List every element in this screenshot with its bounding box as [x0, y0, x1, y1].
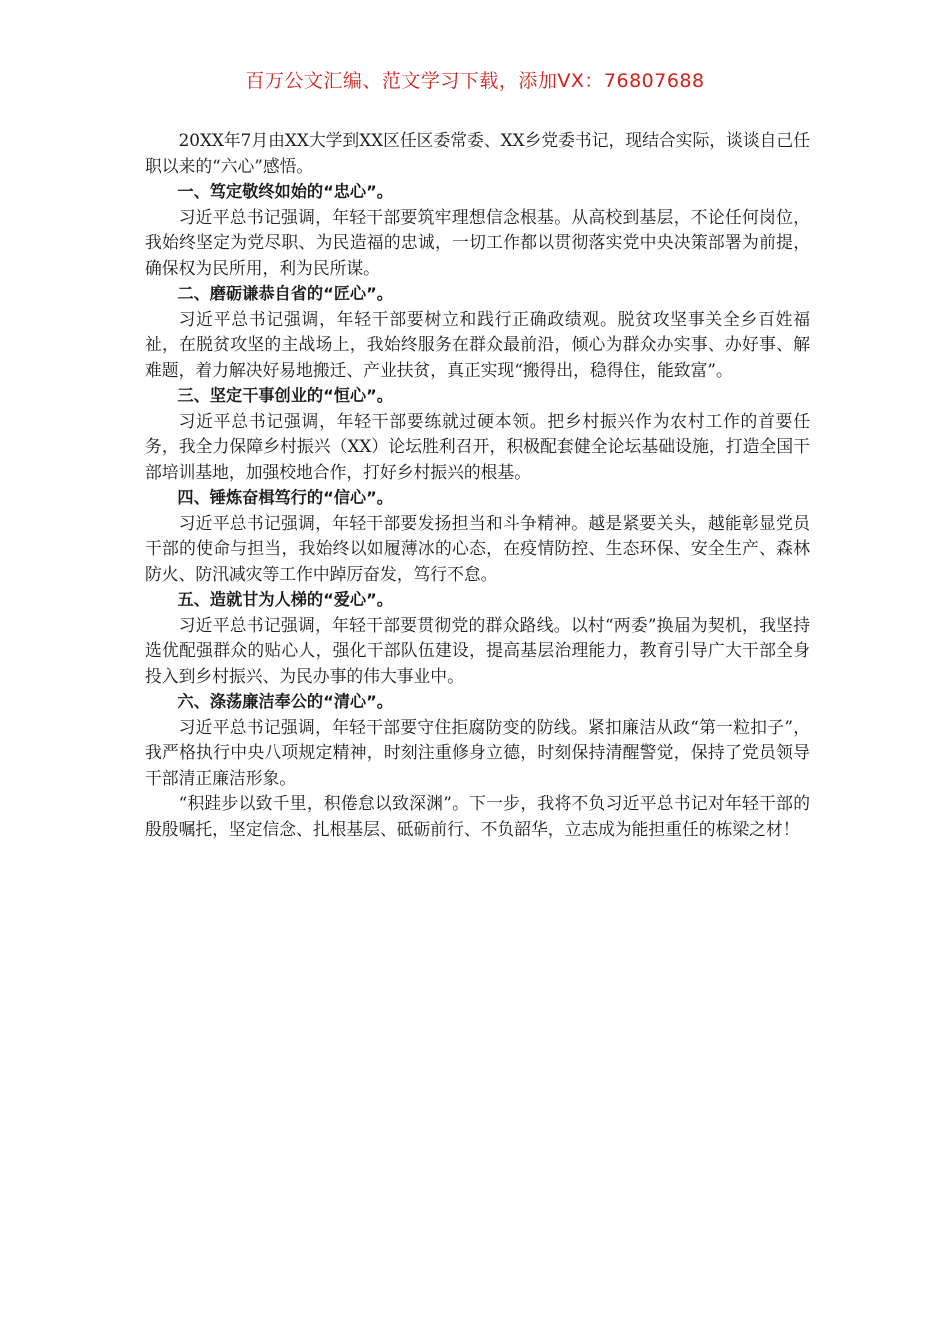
- header-banner: 百万公文汇编、范文学习下载，添加VX：76807688: [245, 70, 705, 92]
- section-body: 习近平总书记强调，年轻干部要筑牢理想信念根基。从高校到基层，不论任何岗位，我始终坚定为党尽职、为民造福的忠诚，一切工作都以贯彻落实党中央决策部署为前提，确保权为民所用，利为民所谋。: [145, 206, 810, 278]
- section-body: 习近平总书记强调，年轻干部要贯彻党的群众路线。以村“两委”换届为契机，我坚持选优配强群众的贴心人，强化干部队伍建设，提高基层治理能力，教育引导广大干部全身投入到乡村振兴、为民办事的伟大事业中。: [145, 614, 810, 686]
- document-body: [145, 128, 810, 842]
- section-heading: 六、涤荡廉洁奉公的“清心”。: [177, 692, 393, 711]
- intro-paragraph: 20XX年7月由XX大学到XX区任区委常委、XX乡党委书记，现结合实际，谈谈自己任职以来的“六心”感悟。: [145, 130, 810, 176]
- closing-paragraph: “积跬步以致千里，积倦怠以致深渊”。下一步，我将不负习近平总书记对年轻干部的殷殷嘱托，坚定信念、扎根基层、砥砺前行、不负韶华，立志成为能担重任的栋梁之材！: [145, 793, 810, 839]
- section-heading: 一、笃定敬终如始的“忠心”。: [177, 182, 393, 201]
- section-heading: 四、锤炼奋楫笃行的“信心”。: [177, 488, 393, 507]
- section-body: 习近平总书记强调，年轻干部要守住拒腐防变的防线。紧扣廉洁从政“第一粒扣子”，我严格执行中央八项规定精神，时刻注重修身立德，时刻保持清醒警觉，保持了党员领导干部清正廉洁形象。: [145, 716, 810, 788]
- section-body: 习近平总书记强调，年轻干部要树立和践行正确政绩观。脱贫攻坚事关全乡百姓福祉，在脱贫攻坚的主战场上，我始终服务在群众最前沿，倾心为群众办实事、办好事、解难题，着力解决好易地搬迁、产业扶贫，真正实现“搬得出，稳得住，能致富”。: [145, 308, 810, 380]
- section-heading: 二、磨砺谦恭自省的“匠心”。: [177, 284, 393, 303]
- section-heading: 三、坚定干事创业的“恒心”。: [177, 386, 393, 405]
- section-body: 习近平总书记强调，年轻干部要发扬担当和斗争精神。越是紧要关头，越能彰显党员干部的使命与担当，我始终以如履薄冰的心态，在疫情防控、生态环保、安全生产、森林防火、防汛减灾等工作中踔厉奋发，笃行不怠。: [145, 512, 810, 584]
- section-body: 习近平总书记强调，年轻干部要练就过硬本领。把乡村振兴作为农村工作的首要任务，我全力保障乡村振兴（XX）论坛胜利召开，积极配套健全论坛基础设施，打造全国干部培训基地，加强校地合作，打好乡村振兴的根基。: [145, 410, 810, 482]
- section-heading: 五、造就甘为人梯的“爱心”。: [177, 590, 393, 609]
